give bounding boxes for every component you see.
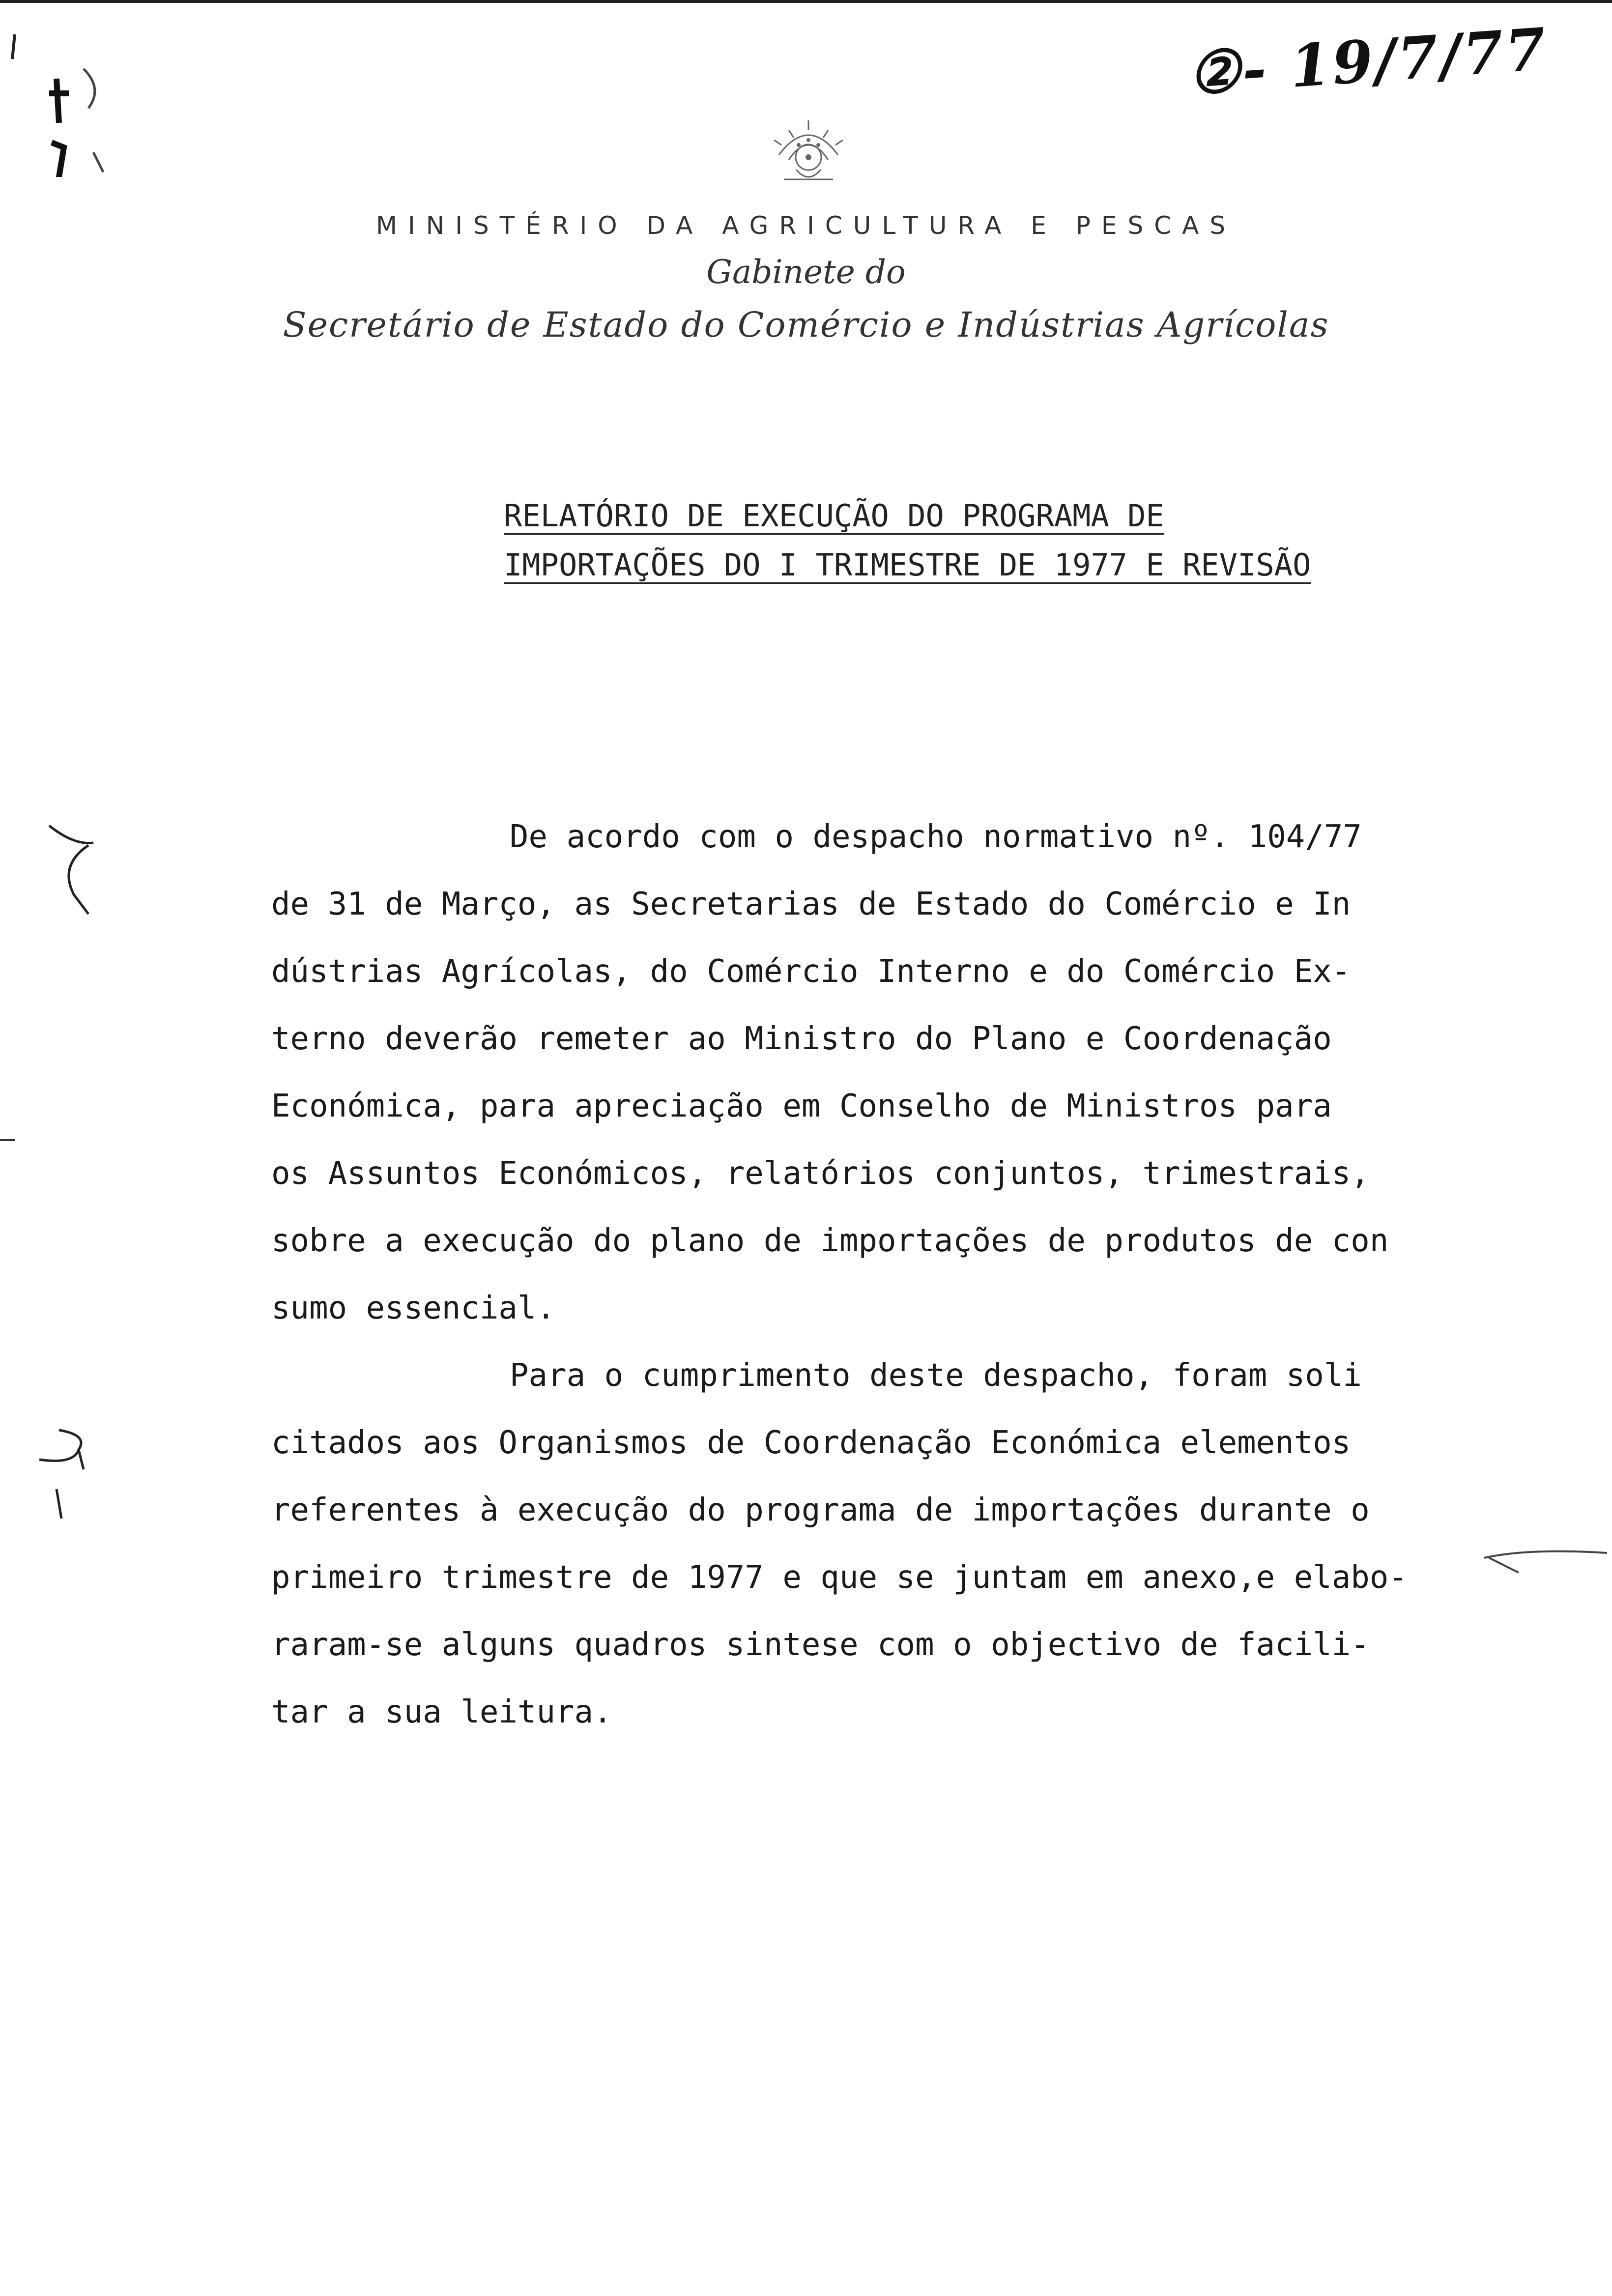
margin-bracket-mark-2 <box>29 1420 113 1533</box>
paragraph-1 <box>271 804 1470 1342</box>
paragraph-1-line: sobre a execução do plano de importações de produtos de con <box>271 1223 1389 1259</box>
paragraph-1-line: Económica, para apreciação em Conselho de Ministros para <box>271 1088 1332 1124</box>
margin-scribble-top-left <box>10 29 118 177</box>
letterhead-secretariat: Secretário de Estado do Comércio e Indústrias Agrícolas <box>283 305 1329 345</box>
paragraph-2 <box>271 1342 1470 1746</box>
letterhead-cabinet: Gabinete do <box>706 253 906 291</box>
report-title <box>504 491 1311 590</box>
paragraph-1-line: De acordo com o despacho normativo nº. 104/77 <box>510 819 1362 855</box>
paragraph-2-line: citados aos Organismos de Coordenação Económica elementos <box>271 1425 1351 1461</box>
handwritten-reference-note: ②- 19/7/77 <box>1186 14 1550 108</box>
top-edge-rule <box>0 0 1612 3</box>
margin-stroke-right <box>1479 1543 1612 1582</box>
report-body <box>271 804 1470 1746</box>
paragraph-2-line: primeiro trimestre de 1977 e que se juntam em anexo,e elabo- <box>271 1559 1408 1596</box>
margin-bracket-mark-1 <box>39 816 113 924</box>
paragraph-1-line: dústrias Agrícolas, do Comércio Interno e do Comércio Ex- <box>271 953 1351 990</box>
report-title-line-2: IMPORTAÇÕES DO I TRIMESTRE DE 1977 E REVISÃO <box>504 547 1311 583</box>
paragraph-1-line: de 31 de Março, as Secretarias de Estado do Comércio e In <box>271 886 1351 922</box>
paragraph-2-line: Para o cumprimento deste despacho, foram soli <box>510 1357 1362 1394</box>
paragraph-1-line: sumo essencial. <box>271 1290 555 1326</box>
report-title-line-1: RELATÓRIO DE EXECUÇÃO DO PROGRAMA DE <box>504 498 1164 534</box>
margin-dash-mark <box>0 1135 20 1145</box>
paragraph-1-line: terno deverão remeter ao Ministro do Plano e Coordenação <box>271 1021 1332 1057</box>
paragraph-2-line: raram-se alguns quadros sintese com o objectivo de facili- <box>271 1627 1370 1663</box>
paragraph-2-line: referentes à execução do programa de importações durante o <box>271 1492 1370 1528</box>
coat-of-arms-emblem <box>759 111 858 194</box>
letterhead-ministry: MINISTÉRIO DA AGRICULTURA E PESCAS <box>375 211 1237 240</box>
paragraph-1-line: os Assuntos Económicos, relatórios conjuntos, trimestrais, <box>271 1155 1370 1192</box>
paragraph-2-line: tar a sua leitura. <box>271 1694 612 1730</box>
